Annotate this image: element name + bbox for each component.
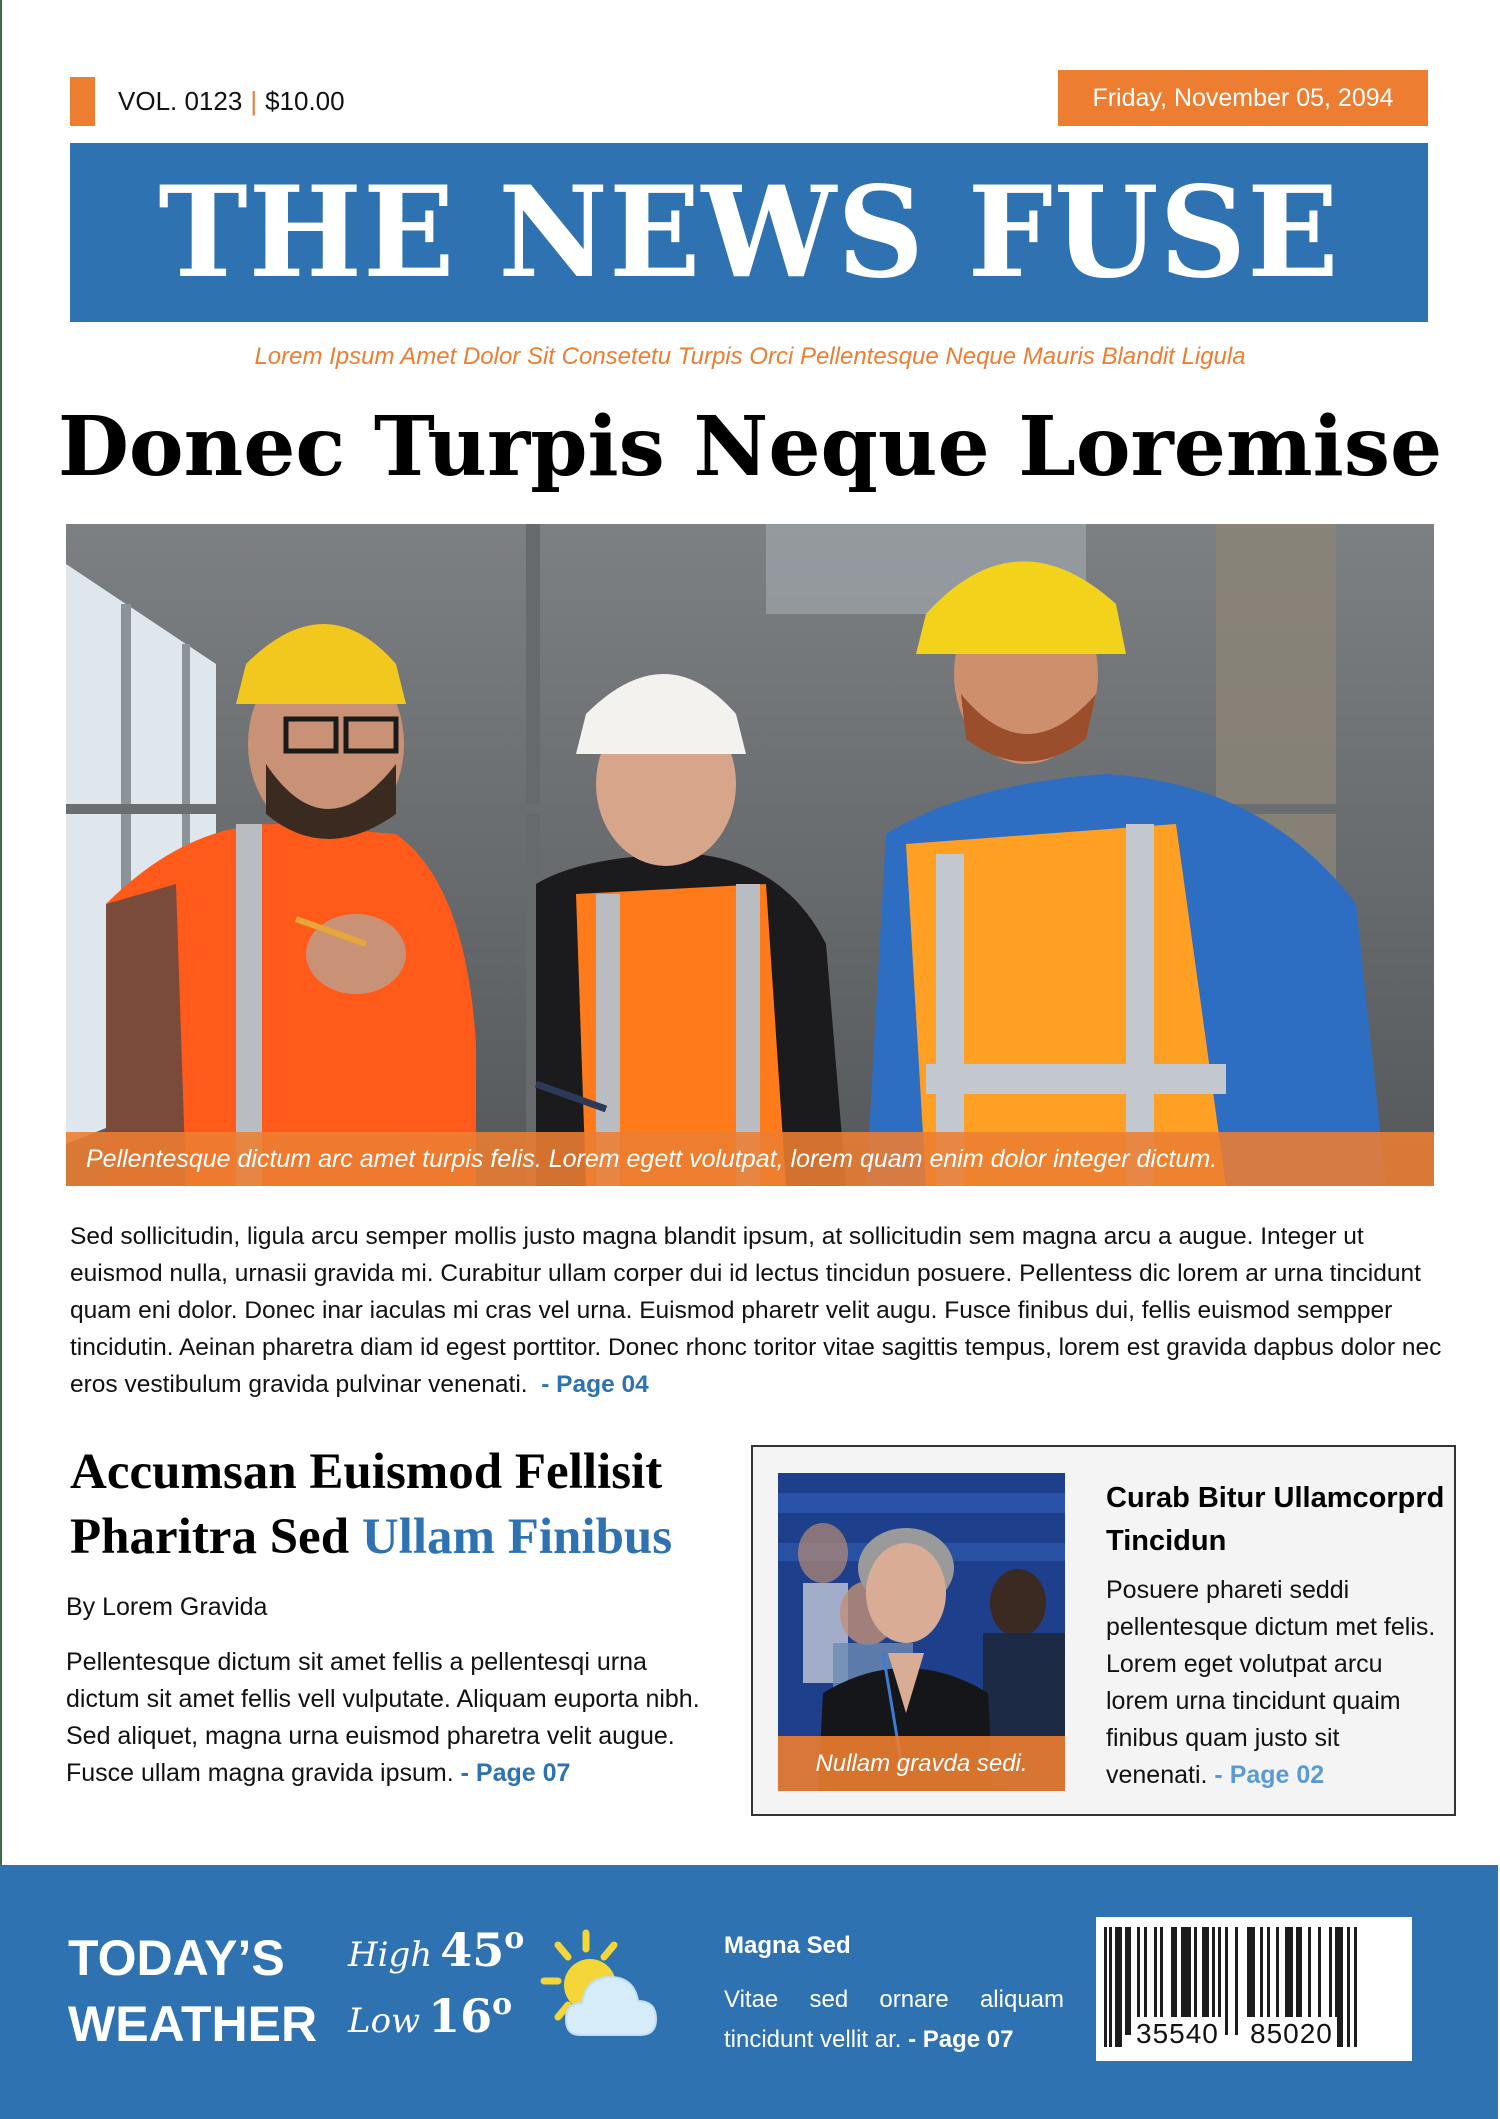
weather-label (68, 1925, 317, 2057)
story2-page-link[interactable]: - Page 07 (460, 1759, 571, 1787)
separator: | (250, 86, 258, 116)
lead-story-page-link[interactable]: - Page 04 (541, 1371, 649, 1398)
footer-news-page-link[interactable]: - Page 07 (908, 2026, 1014, 2053)
weather-label-line1: TODAY’S (68, 1930, 285, 1986)
high-label: High (348, 1935, 433, 1975)
low-temp-row (348, 1989, 524, 2055)
newspaper-title: THE NEWS FUSE (158, 157, 1340, 306)
partly-cloudy-icon (538, 1925, 678, 2050)
story2-byline: By Lorem Gravida (66, 1593, 268, 1621)
weather-label-line2: WEATHER (68, 1996, 318, 2052)
footer-bar (0, 1865, 1498, 2119)
story2-headline-plain: Pharitra Sed (70, 1509, 350, 1565)
volume-marker (70, 77, 95, 126)
date-badge: Friday, November 05, 2094 (1058, 70, 1428, 126)
volume-number: VOL. 0123 (118, 86, 243, 116)
volume-price (118, 84, 345, 118)
story2-headline-line1: Accumsan Euismod Fellisit (70, 1444, 663, 1500)
footer-news-title: Magna Sed (724, 1932, 851, 1959)
story2-headline-accent: Ullam Finibus (361, 1509, 673, 1565)
page-edge (0, 0, 2, 1865)
barcode-number-left: 35540 (1132, 2017, 1223, 2051)
footer-news-body (724, 1980, 1064, 2060)
high-value: 45 (440, 1923, 505, 1977)
story2-body (66, 1644, 726, 1792)
story2-text: Pellentesque dictum sit amet fellis a pellentesqi urna dictum sit amet fellis vell vulputate. Aliquam euporta nibh. Sed aliquet, magna urna euismod pharetra velit augue. Fusce ullam magna gravida ipsum. (66, 1648, 700, 1787)
low-value: 16 (428, 1989, 493, 2043)
sidebar-photo-caption: Nullam gravda sedi. (778, 1736, 1065, 1791)
construction-workers-photo (66, 524, 1434, 1186)
lead-story-text: Sed sollicitudin, ligula arcu semper mollis justo magna blandit ipsum, at sollicitudin sem magna arcu a augue. Integer ut euismod nulla, urnasii gravida mi. Curabitur ullam corper dui id lectus tincidun posuere. Pellentess dic lorem ar urna tincidunt quam eni dolor. Donec inar iaculas mi cras vel urna. Euismod pharetr velit augu. Fusce finibus dui, fellis euismod sempper tincidutin. Aeinan pharetra diam id egest porttitor. Donec rhonc toritor vitae sagittis tempus, lorem est gravida dapbus dolor nec eros vestibulum gravida pulvinar venenati. (70, 1223, 1442, 1398)
barcode-number-right: 85020 (1246, 2017, 1337, 2051)
lead-headline: Donec Turpis Neque Loremise (57, 399, 1443, 495)
story2-headline-line2 (70, 1505, 750, 1570)
masthead-banner (70, 143, 1428, 322)
sidebar-story-page-link[interactable]: - Page 02 (1214, 1761, 1325, 1789)
sidebar-story-text: Posuere phareti seddi pellentesque dictum met felis. Lorem eget volutpat arcu lorem urna tincidunt quaim finibus quam justo sit venenati. (1106, 1576, 1436, 1789)
price: $10.00 (265, 86, 345, 116)
degree-icon: o (492, 1987, 513, 2022)
degree-icon: o (504, 1921, 525, 1956)
barcode (1096, 1917, 1412, 2061)
sidebar-story-box (751, 1445, 1456, 1816)
sidebar-story-body (1106, 1572, 1446, 1794)
footer-news-text: Vitae sed ornare aliquam tincidunt vellit ar. (724, 1986, 1064, 2053)
sidebar-story-title: Curab Bitur Ullamcorprd Tincidun (1106, 1482, 1445, 1557)
tagline: Lorem Ipsum Amet Dolor Sit Consetetu Turpis Orci Pellentesque Neque Mauris Blandit Ligula (254, 343, 1246, 370)
lead-photo-caption: Pellentesque dictum arc amet turpis felis. Lorem egett volutpat, lorem quam enim dolor integer dictum. (66, 1132, 1434, 1186)
sidebar-photo (778, 1473, 1065, 1791)
story2-headline (70, 1440, 750, 1570)
high-temp-row (348, 1923, 524, 1989)
temperature-block (348, 1923, 524, 2055)
lead-photo (66, 524, 1434, 1186)
low-label: Low (348, 2001, 421, 2041)
lead-story-body (70, 1218, 1442, 1403)
